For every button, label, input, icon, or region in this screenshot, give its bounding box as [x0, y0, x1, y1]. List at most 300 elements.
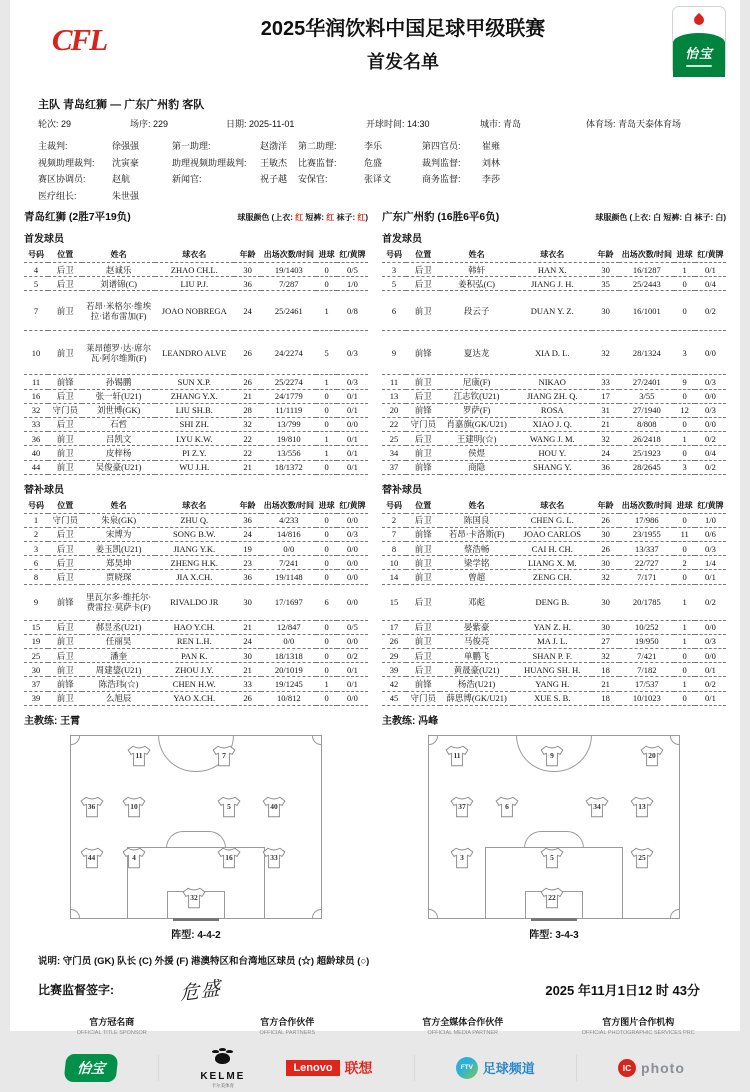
- player-cell: 27: [592, 634, 620, 648]
- player-cell: 19/810: [261, 432, 316, 446]
- player-cell: 0: [316, 620, 337, 634]
- player-cell: 15: [24, 620, 48, 634]
- player-cell: 28/2645: [619, 460, 674, 474]
- player-cell: 10/812: [261, 691, 316, 705]
- player-shirt-icon: 20: [639, 745, 665, 767]
- player-cell: CHEN G. L.: [513, 513, 592, 527]
- player-cell: LIU P.J.: [155, 277, 234, 291]
- player-cell: 20: [382, 403, 406, 417]
- sheet-header: [24, 6, 726, 92]
- player-cell: ZHOU J.Y.: [155, 663, 234, 677]
- kit-color-text: 白: [653, 213, 662, 222]
- player-cell: 1: [316, 291, 337, 331]
- table-header-row: [24, 498, 368, 514]
- player-cell: 23/1955: [619, 527, 674, 541]
- column-header: 出场次数/时间: [261, 498, 316, 514]
- player-cell: 0: [316, 663, 337, 677]
- player-shirt-icon: 11: [126, 745, 152, 767]
- player-cell: 前卫: [406, 291, 440, 331]
- official-role-label: 医疗组长:: [38, 190, 77, 201]
- player-cell: 30: [592, 584, 620, 620]
- match-info-item: 轮次: 29: [38, 119, 72, 129]
- player-cell: 0/3: [337, 375, 368, 389]
- official-role-label: 新闻官:: [172, 174, 202, 184]
- lenovo-logo-icon: Lenovo 联想: [286, 1058, 372, 1078]
- player-cell: 0/0: [337, 542, 368, 556]
- player-cell: 1: [674, 263, 695, 277]
- player-cell: 30: [234, 584, 262, 620]
- player-cell: RIVALDO JR: [155, 584, 234, 620]
- player-cell: 22/727: [619, 556, 674, 570]
- player-cell: XUE S. B.: [513, 691, 592, 705]
- player-cell: 26: [592, 513, 620, 527]
- signature-row: [24, 976, 726, 1003]
- legend-note: 说明: 守门员 (GK) 队长 (C) 外援 (F) 港澳特区和台湾地区球员 (☆) 超龄球员 (○): [38, 955, 370, 967]
- player-cell: 若昂·卡洛斯(F): [440, 527, 512, 541]
- column-header: 号码: [382, 247, 406, 263]
- kit-color-text: 球服颜色 (上衣:: [237, 213, 296, 222]
- player-shirt-icon: 25: [629, 847, 655, 869]
- player-cell: 7/182: [619, 663, 674, 677]
- player-cell: CAI H. CH.: [513, 542, 592, 556]
- player-row: [382, 634, 726, 648]
- player-cell: 3: [382, 263, 406, 277]
- player-cell: HAO Y.CH.: [155, 620, 234, 634]
- player-cell: 0/2: [695, 584, 726, 620]
- player-cell: 前锋: [406, 403, 440, 417]
- player-cell: 前卫: [48, 691, 82, 705]
- kelme-logo-icon: KELME 卡尔美体育: [200, 1047, 245, 1089]
- player-cell: 后卫: [406, 389, 440, 403]
- player-cell: JIA X.CH.: [155, 570, 234, 584]
- official-role-label: 安保官:: [298, 174, 328, 184]
- player-row: [24, 677, 368, 691]
- player-cell: 王建明(☆): [440, 432, 512, 446]
- player-cell: 17/986: [619, 513, 674, 527]
- player-cell: 0/0: [337, 513, 368, 527]
- player-cell: 1: [316, 375, 337, 389]
- player-cell: 24: [234, 291, 262, 331]
- column-header: 姓名: [82, 247, 154, 263]
- officials-row: [38, 155, 726, 172]
- player-cell: 19/1403: [261, 263, 316, 277]
- away-coach-line: 主教练: 冯峰: [382, 715, 439, 727]
- player-cell: 0/0: [337, 634, 368, 648]
- player-cell: PAN K.: [155, 649, 234, 663]
- kit-color-text: 白: [684, 213, 693, 222]
- player-cell: 4: [24, 263, 48, 277]
- player-cell: 后卫: [406, 620, 440, 634]
- column-header: 位置: [48, 498, 82, 514]
- player-cell: 30: [592, 620, 620, 634]
- player-cell: 0/0: [337, 417, 368, 431]
- column-header: 球衣名: [513, 247, 592, 263]
- player-cell: ROSA: [513, 403, 592, 417]
- player-cell: 0/0: [337, 691, 368, 705]
- player-cell: XIAO J. Q.: [513, 417, 592, 431]
- player-cell: 后卫: [48, 417, 82, 431]
- player-cell: 梁学铭: [440, 556, 512, 570]
- player-cell: 45: [382, 691, 406, 705]
- player-cell: 0: [674, 570, 695, 584]
- player-cell: SONG B.W.: [155, 527, 234, 541]
- official-name: 张译文: [364, 174, 392, 184]
- player-cell: 曾超: [440, 570, 512, 584]
- player-cell: 1: [316, 677, 337, 691]
- player-cell: 后卫: [48, 527, 82, 541]
- player-cell: 26: [234, 691, 262, 705]
- player-cell: 11: [382, 375, 406, 389]
- player-row: [382, 277, 726, 291]
- player-cell: 2: [382, 513, 406, 527]
- player-cell: 0: [316, 513, 337, 527]
- player-cell: 0/1: [695, 570, 726, 584]
- player-shirt-icon: 5: [539, 847, 565, 869]
- player-cell: 21: [234, 620, 262, 634]
- player-cell: 23: [234, 556, 262, 570]
- player-cell: 16/1287: [619, 263, 674, 277]
- table-header-row: [382, 247, 726, 263]
- player-shirt-icon: 10: [121, 796, 147, 818]
- player-cell: 0: [316, 556, 337, 570]
- player-cell: 0/3: [337, 527, 368, 541]
- player-shirt-icon: 34: [584, 796, 610, 818]
- player-cell: 商隐: [440, 460, 512, 474]
- official-name: 刘林: [482, 157, 501, 168]
- player-cell: 25/2443: [619, 277, 674, 291]
- kit-color-text: 短裤:: [661, 213, 685, 222]
- player-cell: HUANG SH. H.: [513, 663, 592, 677]
- player-cell: 3: [674, 331, 695, 375]
- player-cell: 39: [382, 663, 406, 677]
- player-cell: 段云子: [440, 291, 512, 331]
- player-cell: 6: [316, 584, 337, 620]
- player-cell: 0: [674, 691, 695, 705]
- player-cell: 宋博为: [82, 527, 154, 541]
- player-row: [382, 691, 726, 705]
- player-cell: 14: [382, 570, 406, 584]
- official-name: 赵渤洋: [260, 141, 288, 151]
- player-cell: 24/2274: [261, 331, 316, 375]
- player-cell: 0/0: [695, 331, 726, 375]
- player-cell: 11: [24, 375, 48, 389]
- player-cell: 贾晓琛: [82, 570, 154, 584]
- player-cell: 18: [592, 691, 620, 705]
- player-cell: 32: [592, 432, 620, 446]
- player-cell: 0: [674, 542, 695, 556]
- column-header: 进球: [316, 247, 337, 263]
- player-cell: 22: [234, 446, 262, 460]
- player-cell: 5: [24, 277, 48, 291]
- player-cell: 0: [674, 446, 695, 460]
- column-header: 号码: [24, 498, 48, 514]
- official-name: [260, 188, 298, 205]
- player-cell: 0/1: [337, 460, 368, 474]
- player-cell: 25/2461: [261, 291, 316, 331]
- player-cell: 32: [592, 331, 620, 375]
- page-title: 2025华润饮料中国足球甲级联赛: [260, 18, 546, 40]
- player-cell: 7/287: [261, 277, 316, 291]
- player-row: [24, 389, 368, 403]
- player-cell: 19/950: [619, 634, 674, 648]
- player-row: [382, 331, 726, 375]
- player-cell: DUAN Y. Z.: [513, 291, 592, 331]
- player-cell: 1/0: [337, 277, 368, 291]
- player-cell: 0/3: [695, 375, 726, 389]
- player-cell: 0/2: [337, 649, 368, 663]
- match-info-row: [24, 117, 726, 130]
- player-cell: 6: [382, 291, 406, 331]
- player-cell: 陈浩玮(☆): [82, 677, 154, 691]
- player-cell: 15: [382, 584, 406, 620]
- player-cell: 11/1119: [261, 403, 316, 417]
- player-row: [24, 432, 368, 446]
- player-row: [24, 663, 368, 677]
- player-cell: JOAO CARLOS: [513, 527, 592, 541]
- player-cell: 37: [24, 677, 48, 691]
- official-role-label: [172, 188, 260, 205]
- player-cell: 若昂·米格尔·维埃拉·诺布雷加(F): [82, 291, 154, 331]
- player-cell: 11: [674, 527, 695, 541]
- player-cell: 单鹏飞: [440, 649, 512, 663]
- player-cell: 邓彪: [440, 584, 512, 620]
- player-cell: 前卫: [406, 446, 440, 460]
- player-cell: ZHU Q.: [155, 513, 234, 527]
- player-cell: 0/1: [695, 691, 726, 705]
- player-shirt-icon: 4: [121, 847, 147, 869]
- player-cell: 前锋: [406, 677, 440, 691]
- player-cell: 0/3: [695, 403, 726, 417]
- player-cell: 3/55: [619, 389, 674, 403]
- player-cell: 17/1697: [261, 584, 316, 620]
- player-cell: 后卫: [406, 663, 440, 677]
- player-cell: 0/4: [695, 446, 726, 460]
- player-cell: 后卫: [406, 584, 440, 620]
- player-cell: 13/337: [619, 542, 674, 556]
- player-cell: 韩轩: [440, 263, 512, 277]
- player-cell: 姜积弘(C): [440, 277, 512, 291]
- player-cell: 前锋: [48, 584, 82, 620]
- player-cell: 0/5: [337, 620, 368, 634]
- player-cell: 8: [382, 542, 406, 556]
- away-kit-colors: [595, 212, 726, 223]
- kit-color-text: 袜子:: [334, 213, 358, 222]
- player-cell: 后卫: [48, 277, 82, 291]
- player-cell: 前锋: [48, 375, 82, 389]
- player-cell: 13: [382, 389, 406, 403]
- player-cell: 潘奎: [82, 649, 154, 663]
- player-cell: 0: [316, 277, 337, 291]
- paw-icon: [215, 1053, 230, 1064]
- player-cell: NIKAO: [513, 375, 592, 389]
- player-row: [382, 389, 726, 403]
- player-cell: 33: [24, 417, 48, 431]
- official-role-label: 赛区协调员:: [38, 174, 86, 184]
- official-role-label: 第二助理:: [298, 141, 337, 151]
- player-cell: 12/847: [261, 620, 316, 634]
- player-cell: 20/1785: [619, 584, 674, 620]
- player-cell: 前锋: [48, 677, 82, 691]
- player-cell: 18/1372: [261, 460, 316, 474]
- player-cell: ZHENG H.K.: [155, 556, 234, 570]
- cestbon-logo-icon: [672, 6, 726, 76]
- player-cell: 后卫: [48, 649, 82, 663]
- player-cell: 4/233: [261, 513, 316, 527]
- column-header: 年龄: [234, 498, 262, 514]
- player-row: [24, 556, 368, 570]
- table-header-row: [24, 247, 368, 263]
- penalty-arc: [524, 831, 584, 848]
- player-cell: 26: [234, 375, 262, 389]
- player-cell: 12: [674, 403, 695, 417]
- player-row: [24, 570, 368, 584]
- player-row: [382, 584, 726, 620]
- player-cell: LIU SH.B.: [155, 403, 234, 417]
- column-header: 号码: [24, 247, 48, 263]
- match-info-item: 体育场: 青岛天泰体育场: [586, 119, 682, 129]
- column-header: 红/黄牌: [337, 247, 368, 263]
- player-cell: HAN X.: [513, 263, 592, 277]
- title-block: [134, 6, 672, 74]
- player-cell: 1: [24, 513, 48, 527]
- player-cell: 35: [592, 277, 620, 291]
- player-row: [24, 513, 368, 527]
- football-channel-logo-icon: FTV 足球频道: [456, 1057, 535, 1079]
- player-cell: 0/0: [695, 389, 726, 403]
- player-cell: 28: [234, 403, 262, 417]
- player-cell: 前卫: [406, 634, 440, 648]
- player-cell: 36: [234, 513, 262, 527]
- signature-datetime: 2025 年11月1日12 时 43分: [545, 982, 700, 998]
- player-cell: 皮梓杨: [82, 446, 154, 460]
- player-cell: 25: [24, 649, 48, 663]
- column-header: 姓名: [440, 498, 512, 514]
- player-cell: 夏达龙: [440, 331, 512, 375]
- away-subs-table: [382, 498, 726, 706]
- player-cell: 6: [24, 556, 48, 570]
- player-cell: 0: [674, 291, 695, 331]
- player-cell: 0/3: [337, 331, 368, 375]
- team-columns: [24, 209, 726, 941]
- player-cell: 27/1940: [619, 403, 674, 417]
- player-cell: 周建鋆(U21): [82, 663, 154, 677]
- official-role-label: 裁判监督:: [422, 157, 461, 168]
- player-cell: 后卫: [48, 570, 82, 584]
- player-cell: 1/0: [695, 513, 726, 527]
- player-cell: 守门员: [48, 403, 82, 417]
- player-row: [382, 620, 726, 634]
- player-cell: 33: [592, 375, 620, 389]
- cestbon-logo-label: 怡宝: [673, 33, 725, 77]
- column-header: 年龄: [234, 247, 262, 263]
- player-cell: 0/6: [695, 527, 726, 541]
- column-header: 年龄: [592, 498, 620, 514]
- player-cell: 后卫: [48, 263, 82, 277]
- player-cell: 21: [592, 417, 620, 431]
- kit-color-text: ): [365, 213, 368, 222]
- column-header: 红/黄牌: [695, 498, 726, 514]
- player-cell: 10: [24, 331, 48, 375]
- player-cell: 8/808: [619, 417, 674, 431]
- player-cell: JIANG Y.K.: [155, 542, 234, 556]
- player-cell: 0/0: [695, 417, 726, 431]
- player-cell: 22: [234, 432, 262, 446]
- player-shirt-icon: 16: [216, 847, 242, 869]
- player-row: [24, 331, 368, 375]
- player-row: [382, 542, 726, 556]
- home-subs-table: [24, 498, 368, 706]
- player-row: [24, 691, 368, 705]
- player-cell: 江志钦(U21): [440, 389, 512, 403]
- player-cell: 25: [382, 432, 406, 446]
- player-cell: 尼康(F): [440, 375, 512, 389]
- player-cell: 33: [234, 677, 262, 691]
- match-info-item: 日期: 2025-11-01: [226, 119, 295, 129]
- player-shirt-icon: 5: [216, 796, 242, 818]
- official-role-label: 主裁判:: [38, 141, 68, 151]
- player-cell: 前锋: [406, 527, 440, 541]
- player-cell: SUN X.P.: [155, 375, 234, 389]
- player-cell: 13/799: [261, 417, 316, 431]
- signature-label: 比赛监督签字:: [38, 982, 114, 997]
- official-role-label: [422, 188, 482, 205]
- page-subtitle: 首发名单: [367, 52, 439, 72]
- official-name: 危盛: [364, 157, 383, 168]
- official-name: 崔雍: [482, 141, 501, 151]
- player-shirt-icon: 6: [494, 796, 520, 818]
- player-cell: 30: [234, 263, 262, 277]
- column-header: 进球: [674, 498, 695, 514]
- player-cell: 30: [592, 556, 620, 570]
- cestbon-drop-icon: [673, 7, 725, 33]
- icphoto-logo-icon: IC photo: [618, 1059, 685, 1077]
- player-cell: 1: [674, 620, 695, 634]
- match-info-item: 城市: 青岛: [480, 119, 522, 129]
- player-cell: SHAN P. F.: [513, 649, 592, 663]
- away-formation-label: 阵型: 3-4-3: [529, 929, 579, 941]
- player-cell: REN L.H.: [155, 634, 234, 648]
- official-role-label: 第一助理:: [172, 141, 211, 151]
- player-cell: 0/1: [337, 432, 368, 446]
- official-role-label: 商务监督:: [422, 174, 461, 184]
- player-cell: 16/1001: [619, 291, 674, 331]
- player-cell: 后卫: [48, 542, 82, 556]
- player-cell: ZHAO CH.L.: [155, 263, 234, 277]
- player-row: [382, 403, 726, 417]
- player-row: [382, 291, 726, 331]
- player-cell: 39: [24, 691, 48, 705]
- player-cell: 朱泉(GK): [82, 513, 154, 527]
- official-role-label: 视频助理裁判:: [38, 157, 95, 168]
- player-cell: YANG H.: [513, 677, 592, 691]
- player-cell: MA J. L.: [513, 634, 592, 648]
- player-cell: JOAO NOBREGA: [155, 291, 234, 331]
- column-header: 出场次数/时间: [619, 247, 674, 263]
- sponsor-section: 官方冠名商 OFFICIAL TITLE SPONSOR: [76, 1016, 147, 1036]
- player-row: [24, 403, 368, 417]
- player-cell: 21: [592, 677, 620, 691]
- player-row: [24, 446, 368, 460]
- official-name: 赵航: [112, 174, 131, 184]
- player-cell: 22: [382, 417, 406, 431]
- player-row: [382, 649, 726, 663]
- player-cell: 26/2418: [619, 432, 674, 446]
- player-cell: 0: [674, 663, 695, 677]
- player-cell: 0/2: [695, 460, 726, 474]
- player-cell: 13/556: [261, 446, 316, 460]
- column-header: 姓名: [82, 498, 154, 514]
- match-teams-line: 主队 青岛红狮 — 广东广州豹 客队: [38, 99, 205, 111]
